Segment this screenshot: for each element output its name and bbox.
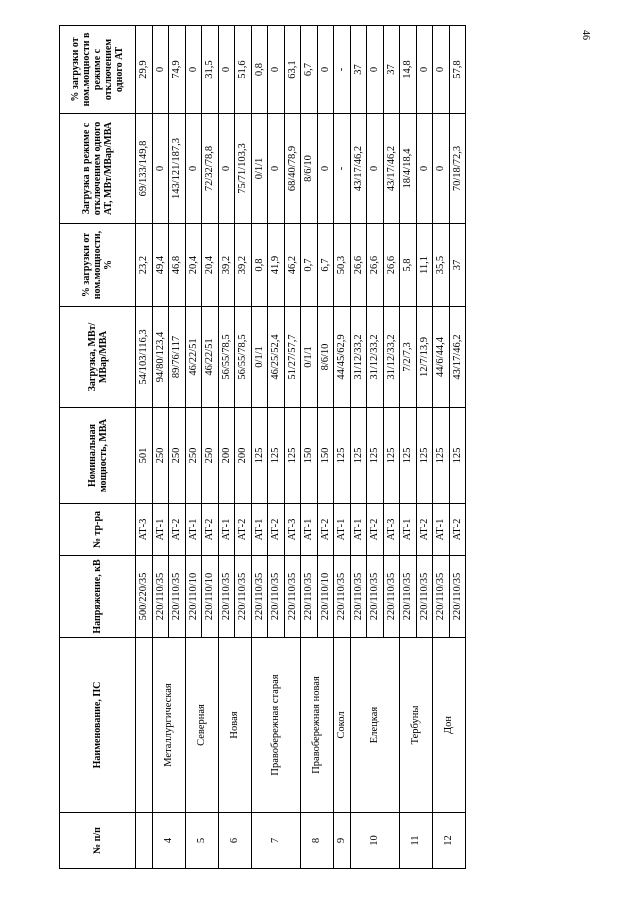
cell-num: 7 [251, 813, 301, 869]
cell-load-percent-one-off: - [334, 26, 351, 114]
cell-substation-name: Правобережная новая [301, 638, 334, 813]
cell-load-percent-one-off: 0 [367, 26, 384, 114]
header-num: № п/п [60, 813, 136, 869]
cell-load-percent: 39,2 [218, 224, 235, 307]
cell-load-percent: 26,6 [367, 224, 384, 307]
cell-load-one-off: 18/4/18,4 [400, 114, 417, 224]
cell-num: 9 [334, 813, 351, 869]
cell-transformer: АТ-2 [235, 504, 252, 556]
table-row [136, 26, 153, 869]
cell-transformer: АТ-1 [251, 504, 268, 556]
cell-voltage: 220/110/35 [416, 556, 433, 638]
cell-load-one-off: 0 [152, 114, 169, 224]
cell-substation-name: Тербуны [400, 638, 433, 813]
cell-load-percent: 46,8 [169, 224, 186, 307]
cell-load: 54/103/116,3 [136, 307, 153, 408]
cell-num: 4 [152, 813, 185, 869]
cell-transformer: АТ-1 [334, 504, 351, 556]
cell-transformer: АТ-1 [301, 504, 318, 556]
cell-load-percent-one-off: 51,6 [235, 26, 252, 114]
cell-substation-name [136, 638, 153, 813]
cell-voltage: 220/110/35 [235, 556, 252, 638]
cell-voltage: 220/110/35 [400, 556, 417, 638]
cell-load: 31/12/33,2 [383, 307, 400, 408]
cell-load: 0/1/1 [251, 307, 268, 408]
cell-transformer: АТ-1 [218, 504, 235, 556]
table-row [251, 26, 268, 869]
cell-load-percent: 46,2 [284, 224, 301, 307]
cell-transformer: АТ-2 [317, 504, 334, 556]
rotated-table-container [59, 26, 463, 869]
cell-rated-power: 125 [334, 408, 351, 504]
cell-load-percent: 35,5 [433, 224, 450, 307]
cell-load-one-off: - [334, 114, 351, 224]
cell-load: 46/25/52,4 [268, 307, 285, 408]
cell-voltage: 220/110/10 [202, 556, 219, 638]
cell-voltage: 500/220/35 [136, 556, 153, 638]
cell-load: 89/76/117 [169, 307, 186, 408]
cell-load-one-off: 69/133/149,8 [136, 114, 153, 224]
cell-load-one-off: 75/71/103,3 [235, 114, 252, 224]
cell-transformer: АТ-2 [169, 504, 186, 556]
cell-rated-power: 250 [169, 408, 186, 504]
cell-transformer: АТ-1 [185, 504, 202, 556]
cell-load-percent: 0,8 [251, 224, 268, 307]
cell-load-percent-one-off: 31,5 [202, 26, 219, 114]
cell-load-percent: 50,3 [334, 224, 351, 307]
header-load-percent: % загрузки от ном.мощности, % [60, 224, 136, 307]
cell-rated-power: 200 [235, 408, 252, 504]
cell-load-one-off: 72/32/78,8 [202, 114, 219, 224]
cell-load-percent-one-off: 0 [268, 26, 285, 114]
cell-voltage: 220/110/35 [449, 556, 466, 638]
page-number: 46 [580, 30, 592, 40]
cell-load: 8/6/10 [317, 307, 334, 408]
cell-load-one-off: 0 [218, 114, 235, 224]
cell-load-one-off: 0 [367, 114, 384, 224]
cell-load: 0/1/1 [301, 307, 318, 408]
cell-rated-power: 125 [367, 408, 384, 504]
cell-rated-power: 150 [301, 408, 318, 504]
cell-voltage: 220/110/35 [350, 556, 367, 638]
cell-load-percent-one-off: 0 [317, 26, 334, 114]
cell-load-percent: 0,7 [301, 224, 318, 307]
cell-rated-power: 125 [284, 408, 301, 504]
cell-load-percent: 26,6 [350, 224, 367, 307]
cell-voltage: 220/110/35 [169, 556, 186, 638]
cell-rated-power: 125 [449, 408, 466, 504]
cell-substation-name: Металлургическая [152, 638, 185, 813]
cell-rated-power: 125 [416, 408, 433, 504]
cell-load: 56/55/78,5 [218, 307, 235, 408]
cell-load: 51/27/57,7 [284, 307, 301, 408]
header-transformer: № тр-ра [60, 504, 136, 556]
cell-transformer: АТ-3 [136, 504, 153, 556]
cell-transformer: АТ-1 [152, 504, 169, 556]
cell-load-one-off: 43/17/46,2 [383, 114, 400, 224]
cell-load-percent: 39,2 [235, 224, 252, 307]
table-row [433, 26, 450, 869]
cell-transformer: АТ-2 [268, 504, 285, 556]
cell-load-one-off: 0/1/1 [251, 114, 268, 224]
cell-rated-power: 501 [136, 408, 153, 504]
cell-rated-power: 125 [383, 408, 400, 504]
cell-load-one-off: 0 [185, 114, 202, 224]
cell-transformer: АТ-2 [367, 504, 384, 556]
cell-transformer: АТ-3 [284, 504, 301, 556]
table-row [152, 26, 169, 869]
cell-load-one-off: 0 [433, 114, 450, 224]
cell-rated-power: 125 [251, 408, 268, 504]
cell-load-percent: 37 [449, 224, 466, 307]
cell-load-percent: 20,4 [202, 224, 219, 307]
cell-voltage: 220/110/35 [367, 556, 384, 638]
cell-load: 44/6/44,4 [433, 307, 450, 408]
cell-voltage: 220/110/35 [301, 556, 318, 638]
cell-voltage: 220/110/10 [185, 556, 202, 638]
cell-rated-power: 125 [268, 408, 285, 504]
cell-substation-name: Дон [433, 638, 466, 813]
cell-load-percent: 41,9 [268, 224, 285, 307]
cell-voltage: 220/110/35 [433, 556, 450, 638]
header-substation: Наименование, ПС [60, 638, 136, 813]
cell-substation-name: Елецкая [350, 638, 400, 813]
cell-load-percent: 26,6 [383, 224, 400, 307]
cell-load-one-off: 0 [268, 114, 285, 224]
cell-transformer: АТ-1 [400, 504, 417, 556]
cell-load-percent-one-off: 0 [416, 26, 433, 114]
cell-load-percent: 49,4 [152, 224, 169, 307]
cell-voltage: 220/110/35 [152, 556, 169, 638]
cell-substation-name: Новая [218, 638, 251, 813]
cell-load-percent: 23,2 [136, 224, 153, 307]
cell-load: 56/55/78,5 [235, 307, 252, 408]
header-load: Загрузка, МВт/МВар/МВА [60, 307, 136, 408]
header-rated-power: Номинальная мощность, МВА [60, 408, 136, 504]
cell-load-one-off: 0 [317, 114, 334, 224]
cell-load-percent: 6,7 [317, 224, 334, 307]
cell-load: 31/12/33,2 [367, 307, 384, 408]
cell-transformer: АТ-1 [433, 504, 450, 556]
cell-load-percent-one-off: 6,7 [301, 26, 318, 114]
cell-load-one-off: 43/17/46,2 [350, 114, 367, 224]
cell-load-percent-one-off: 14,8 [400, 26, 417, 114]
table-row [301, 26, 318, 869]
cell-substation-name: Северная [185, 638, 218, 813]
cell-transformer: АТ-3 [383, 504, 400, 556]
cell-transformer: АТ-2 [416, 504, 433, 556]
cell-load: 7/2/7,3 [400, 307, 417, 408]
cell-voltage: 220/110/10 [317, 556, 334, 638]
cell-load: 12/7/13,9 [416, 307, 433, 408]
cell-load-percent-one-off: 37 [350, 26, 367, 114]
cell-transformer: АТ-1 [350, 504, 367, 556]
cell-load-percent-one-off: 63,1 [284, 26, 301, 114]
cell-load-percent-one-off: 29,9 [136, 26, 153, 114]
cell-load-percent: 5,8 [400, 224, 417, 307]
cell-num: 5 [185, 813, 218, 869]
cell-load-one-off: 68/40/78,9 [284, 114, 301, 224]
cell-voltage: 220/110/35 [251, 556, 268, 638]
cell-num: 8 [301, 813, 334, 869]
cell-rated-power: 125 [350, 408, 367, 504]
cell-load-one-off: 8/6/10 [301, 114, 318, 224]
cell-num: 6 [218, 813, 251, 869]
cell-rated-power: 250 [185, 408, 202, 504]
cell-load: 43/17/46,2 [449, 307, 466, 408]
cell-voltage: 220/110/35 [383, 556, 400, 638]
transformer-load-table [59, 25, 466, 869]
cell-load: 46/22/51 [202, 307, 219, 408]
cell-rated-power: 250 [202, 408, 219, 504]
cell-load: 94/80/123,4 [152, 307, 169, 408]
cell-num: 11 [400, 813, 433, 869]
table-row [400, 26, 417, 869]
header-load-one-off: Загрузка в режиме с отключением одного АТ, МВт/МВар/МВА [60, 114, 136, 224]
cell-load-percent-one-off: 0 [433, 26, 450, 114]
cell-load-percent: 20,4 [185, 224, 202, 307]
cell-load-one-off: 143/121/187,3 [169, 114, 186, 224]
cell-rated-power: 125 [433, 408, 450, 504]
cell-load-percent-one-off: 74,9 [169, 26, 186, 114]
cell-load-one-off: 70/18/72,3 [449, 114, 466, 224]
cell-load: 44/45/62,9 [334, 307, 351, 408]
header-row [60, 26, 136, 869]
cell-substation-name: Правобережная старая [251, 638, 301, 813]
cell-load-percent-one-off: 0 [218, 26, 235, 114]
table-row [334, 26, 351, 869]
cell-transformer: АТ-2 [202, 504, 219, 556]
table-row [350, 26, 367, 869]
cell-num: 12 [433, 813, 466, 869]
cell-load-percent-one-off: 0,8 [251, 26, 268, 114]
cell-rated-power: 250 [152, 408, 169, 504]
cell-voltage: 220/110/35 [284, 556, 301, 638]
cell-substation-name: Сокол [334, 638, 351, 813]
cell-transformer: АТ-2 [449, 504, 466, 556]
cell-voltage: 220/110/35 [268, 556, 285, 638]
cell-load-percent-one-off: 0 [185, 26, 202, 114]
cell-rated-power: 125 [400, 408, 417, 504]
cell-load: 31/12/33,2 [350, 307, 367, 408]
table-body [136, 26, 466, 869]
cell-num: 10 [350, 813, 400, 869]
cell-num [136, 813, 153, 869]
cell-rated-power: 150 [317, 408, 334, 504]
cell-load-one-off: 0 [416, 114, 433, 224]
table-row [218, 26, 235, 869]
cell-load: 46/22/51 [185, 307, 202, 408]
cell-load-percent-one-off: 37 [383, 26, 400, 114]
cell-rated-power: 200 [218, 408, 235, 504]
table-row [185, 26, 202, 869]
cell-load-percent-one-off: 0 [152, 26, 169, 114]
cell-voltage: 220/110/35 [218, 556, 235, 638]
cell-load-percent: 11,1 [416, 224, 433, 307]
cell-voltage: 220/110/35 [334, 556, 351, 638]
header-load-percent-one-off: % загрузки от ном.мощности в режиме с отключением одного АТ [60, 26, 136, 114]
cell-load-percent-one-off: 57,8 [449, 26, 466, 114]
header-voltage: Напряжение, кВ [60, 556, 136, 638]
